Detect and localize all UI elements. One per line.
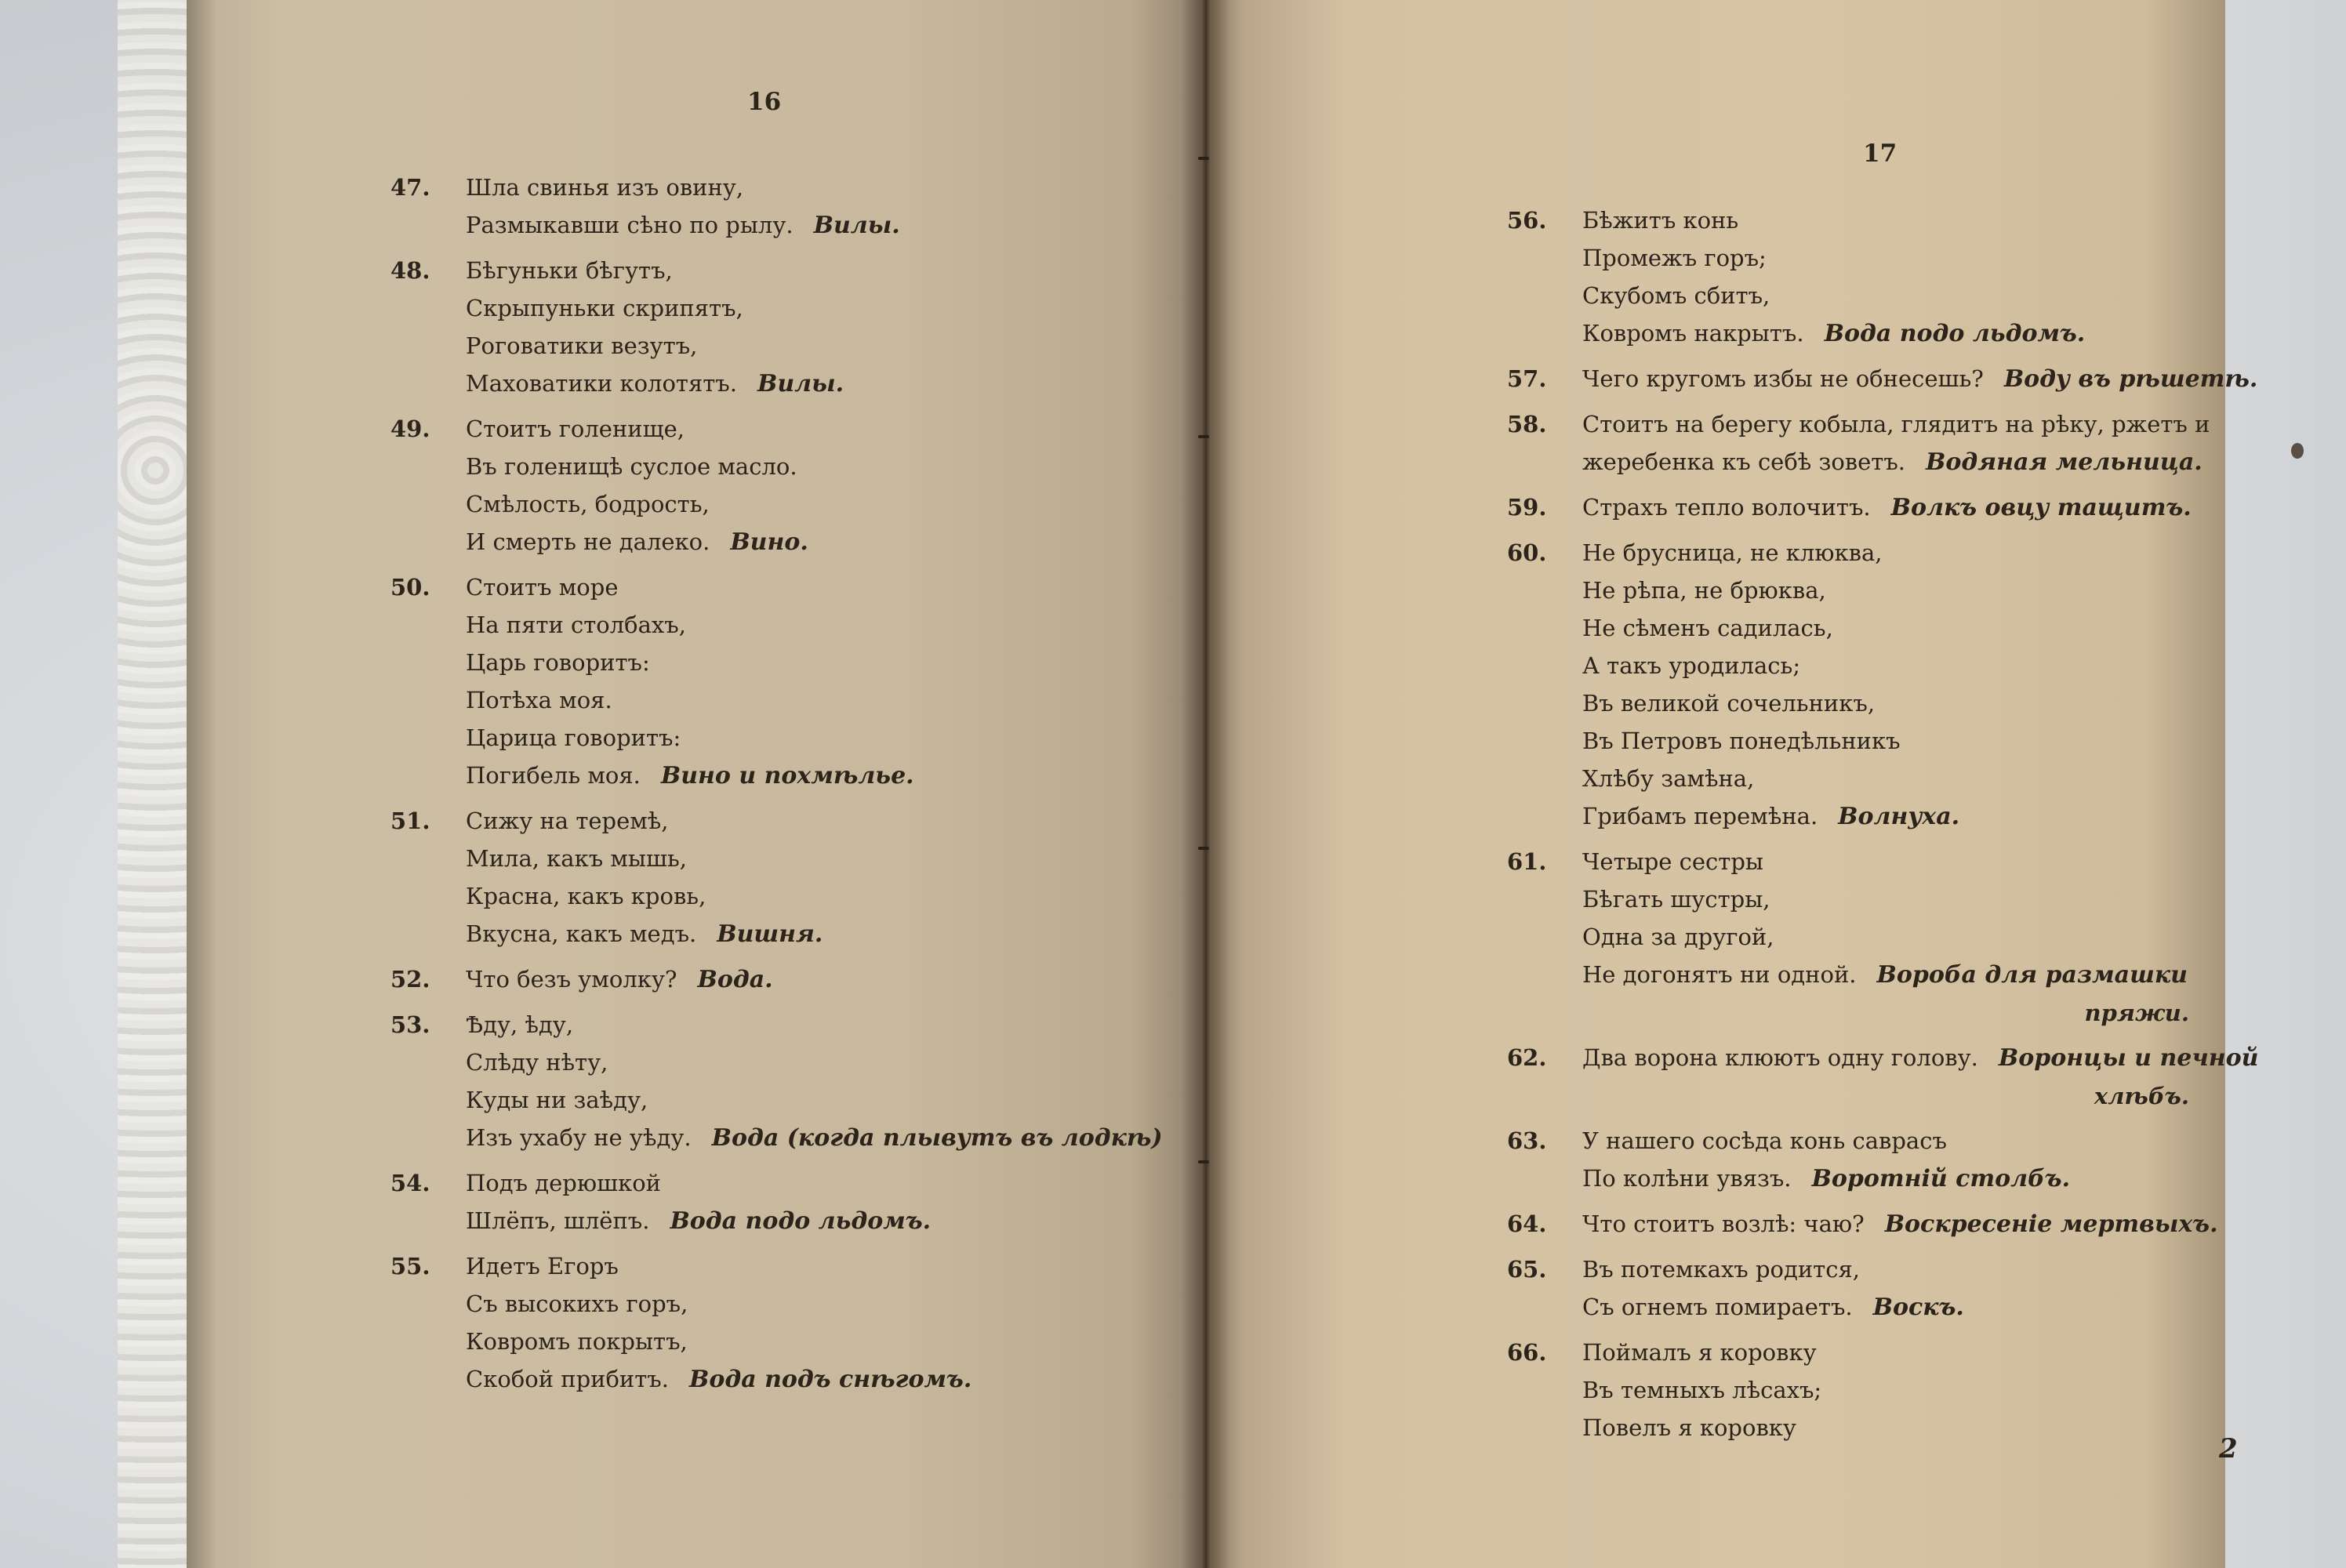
riddle-answer: Воротній столбъ. bbox=[1811, 1165, 2071, 1192]
riddle-answer: Вороба для размашки bbox=[1876, 961, 2188, 989]
riddle-line: Смѣлость, бодрость, bbox=[466, 491, 710, 517]
riddle-list-left bbox=[390, 169, 1175, 1406]
riddle-entry bbox=[1507, 1334, 2189, 1446]
riddle-line: Вкусна, какъ медъ. Вишня. bbox=[466, 920, 823, 948]
riddle-number: 51. bbox=[390, 808, 430, 834]
riddle-line: Стоитъ голенище, bbox=[466, 416, 685, 442]
ink-spot bbox=[2291, 443, 2304, 459]
riddle-answer: Вода подо льдомъ. bbox=[670, 1207, 932, 1235]
riddle-line: Куды ни заѣду, bbox=[466, 1087, 648, 1113]
riddle-line: Поймалъ я коровку bbox=[1582, 1339, 1817, 1366]
riddle-line: Въ великой сочельникъ, bbox=[1582, 690, 1876, 717]
riddle-line: Бѣгать шустры, bbox=[1582, 886, 1770, 913]
riddle-line: Въ потемкахъ родится, bbox=[1582, 1256, 1860, 1283]
riddle-line: Скубомъ сбитъ, bbox=[1582, 282, 1770, 309]
riddle-entry bbox=[390, 1247, 1175, 1399]
riddle-answer: Вино и похмѣлье. bbox=[660, 762, 914, 789]
riddle-answer: Вилы. bbox=[757, 370, 844, 397]
riddle-answer: Воду въ рѣшетѣ. bbox=[2003, 365, 2258, 393]
riddle-line: Размыкавши сѣно по рылу. Вилы. bbox=[466, 212, 900, 239]
riddle-entry bbox=[390, 802, 1175, 953]
riddle-line: Въ голенищѣ суслое масло. bbox=[466, 453, 797, 480]
riddle-answer: Волкъ овцу тащитъ. bbox=[1890, 494, 2192, 521]
riddle-line: И смерть не далеко. Вино. bbox=[466, 528, 808, 556]
riddle-line: Ѣду, ѣду, bbox=[466, 1011, 574, 1038]
riddle-number: 63. bbox=[1507, 1127, 1547, 1154]
riddle-line: Изъ ухабу не уѣду. Вода (когда плывутъ въ лодкѣ) bbox=[466, 1124, 1163, 1152]
riddle-line: Маховатики колотятъ. Вилы. bbox=[466, 370, 844, 397]
riddle-line: Потѣха моя. bbox=[466, 687, 612, 713]
riddle-line: Не догонятъ ни одной. Вороба для размашки bbox=[1582, 961, 2188, 989]
right-page bbox=[1203, 0, 2259, 1568]
riddle-line: Не брусница, не клюква, bbox=[1582, 539, 1883, 566]
riddle-line: Страхъ тепло волочитъ. Волкъ овцу тащитъ. bbox=[1582, 494, 2192, 521]
binding-stitch bbox=[1198, 847, 1209, 850]
binding-stitch bbox=[1198, 1160, 1209, 1163]
riddle-line: Промежъ горъ; bbox=[1582, 245, 1767, 271]
riddle-line: Съ огнемъ помираетъ. Воскъ. bbox=[1582, 1294, 1964, 1321]
riddle-number: 54. bbox=[390, 1170, 430, 1196]
riddle-line: На пяти столбахъ, bbox=[466, 612, 686, 638]
riddle-entry bbox=[1507, 1205, 2218, 1243]
riddle-line: Шла свинья изъ овину, bbox=[466, 174, 744, 201]
riddle-line: Въ темныхъ лѣсахъ; bbox=[1582, 1377, 1822, 1403]
riddle-line: Бѣгуньки бѣгутъ, bbox=[466, 257, 673, 284]
riddle-entry bbox=[390, 960, 1175, 999]
riddle-line: Повелъ я коровку bbox=[1582, 1414, 1796, 1441]
riddle-answer: Воскъ. bbox=[1872, 1294, 1964, 1321]
riddle-number: 64. bbox=[1507, 1210, 1547, 1237]
riddle-number: 62. bbox=[1507, 1044, 1547, 1071]
riddle-line: Идетъ Егоръ bbox=[466, 1253, 619, 1279]
riddle-entry bbox=[1507, 1039, 2259, 1115]
binding-stitch bbox=[1198, 435, 1209, 438]
riddle-entry bbox=[1507, 405, 2210, 481]
riddle-number: 48. bbox=[390, 257, 430, 284]
riddle-answer: Воронцы и печной bbox=[1998, 1044, 2259, 1072]
page-number: 17 bbox=[1863, 140, 1898, 168]
riddle-line: Стоитъ на берегу кобыла, глядитъ на рѣку, ржетъ и bbox=[1582, 411, 2210, 437]
riddle-answer: Вино. bbox=[730, 528, 808, 556]
riddle-line: Стоитъ море bbox=[466, 574, 619, 601]
riddle-entry bbox=[1507, 360, 2258, 398]
riddle-number: 57. bbox=[1507, 365, 1547, 392]
riddle-entry bbox=[1507, 1250, 2189, 1327]
riddle-entry bbox=[1507, 488, 2192, 527]
riddle-line: Что безъ умолку? Вода. bbox=[466, 966, 773, 993]
riddle-line: А такъ уродилась; bbox=[1582, 652, 1801, 679]
riddle-line: Четыре сестры bbox=[1582, 848, 1763, 875]
riddle-entry bbox=[390, 1006, 1175, 1157]
riddle-line: По колѣни увязъ. Воротній столбъ. bbox=[1582, 1165, 2071, 1192]
book-gutter bbox=[1181, 0, 1229, 1568]
riddle-line: Ковромъ накрытъ. Вода подо льдомъ. bbox=[1582, 320, 2086, 347]
riddle-line: Въ Петровъ понедѣльникъ bbox=[1582, 728, 1901, 754]
riddle-answer: Водяная мельница. bbox=[1926, 448, 2203, 476]
riddle-number: 52. bbox=[390, 966, 430, 993]
binding-stitch bbox=[1198, 157, 1209, 160]
riddle-number: 61. bbox=[1507, 848, 1547, 875]
riddle-entry bbox=[390, 252, 1175, 403]
riddle-number: 56. bbox=[1507, 207, 1547, 234]
riddle-answer: Вода (когда плывутъ въ лодкѣ) bbox=[711, 1124, 1163, 1152]
riddle-entry bbox=[1507, 1122, 2189, 1198]
riddle-entry bbox=[390, 410, 1175, 561]
riddle-entry bbox=[1507, 843, 2189, 1032]
riddle-entry bbox=[390, 568, 1175, 795]
left-page bbox=[187, 0, 1203, 1568]
riddle-line: Шлёпъ, шлёпъ. Вода подо льдомъ. bbox=[466, 1207, 932, 1235]
riddle-line: Не рѣпа, не брюква, bbox=[1582, 577, 1826, 604]
riddle-line: жеребенка къ себѣ зоветъ. Водяная мельница. bbox=[1582, 448, 2203, 476]
riddle-line: Скрыпуньки скрипятъ, bbox=[466, 295, 743, 321]
riddle-answer: Волнуха. bbox=[1838, 803, 1960, 830]
riddle-answer: Вода подъ снѣгомъ. bbox=[688, 1366, 972, 1393]
riddle-number: 59. bbox=[1507, 494, 1547, 521]
riddle-entry bbox=[1507, 534, 2189, 836]
riddle-answer: Вилы. bbox=[813, 212, 900, 239]
riddle-number: 53. bbox=[390, 1011, 430, 1038]
riddle-line: Два ворона клюютъ одну голову. Воронцы и печной bbox=[1582, 1044, 2259, 1072]
riddle-entry bbox=[390, 1164, 1175, 1240]
open-book bbox=[187, 0, 2259, 1568]
riddle-number: 60. bbox=[1507, 539, 1547, 566]
riddle-line: Грибамъ перемѣна. Волнуха. bbox=[1582, 803, 1960, 830]
riddle-list-right bbox=[1507, 201, 2259, 1454]
riddle-line: Одна за другой, bbox=[1582, 924, 1774, 950]
riddle-line: Что стоитъ возлѣ: чаю? Воскресеніе мертвыхъ. bbox=[1582, 1210, 2218, 1238]
riddle-line: Чего кругомъ избы не обнесешь? Воду въ рѣшетѣ. bbox=[1582, 365, 2258, 393]
riddle-number: 47. bbox=[390, 174, 430, 201]
riddle-line: Погибель моя. Вино и похмѣлье. bbox=[466, 762, 914, 789]
riddle-entry bbox=[1507, 201, 2189, 353]
riddle-line: У нашего сосѣда конь саврасъ bbox=[1582, 1127, 1947, 1154]
riddle-line: Не сѣменъ садилась, bbox=[1582, 615, 1833, 641]
signature-mark: 2 bbox=[2219, 1433, 2238, 1465]
riddle-answer: Вода. bbox=[697, 966, 773, 993]
riddle-line: Скобой прибитъ. Вода подъ снѣгомъ. bbox=[466, 1366, 972, 1393]
riddle-answer-continued: хлѣбъ. bbox=[2094, 1083, 2189, 1109]
riddle-line: Слѣду нѣту, bbox=[466, 1049, 608, 1076]
riddle-answer: Воскресеніе мертвыхъ. bbox=[1884, 1210, 2218, 1238]
riddle-line: Хлѣбу замѣна, bbox=[1582, 765, 1755, 792]
riddle-line: Подъ дерюшкой bbox=[466, 1170, 661, 1196]
riddle-entry bbox=[390, 169, 1175, 245]
riddle-line: Сижу на теремѣ, bbox=[466, 808, 669, 834]
riddle-line: Царь говоритъ: bbox=[466, 649, 650, 676]
riddle-line: Съ высокихъ горъ, bbox=[466, 1290, 688, 1317]
riddle-line: Ковромъ покрытъ, bbox=[466, 1328, 688, 1355]
riddle-line: Роговатики везутъ, bbox=[466, 332, 698, 359]
riddle-answer: Вишня. bbox=[717, 920, 823, 948]
riddle-line: Мила, какъ мышь, bbox=[466, 845, 687, 872]
riddle-answer: Вода подо льдомъ. bbox=[1824, 320, 2086, 347]
riddle-line: Бѣжитъ конь bbox=[1582, 207, 1739, 234]
page-number: 16 bbox=[747, 88, 782, 116]
riddle-number: 55. bbox=[390, 1253, 430, 1279]
riddle-line: Красна, какъ кровь, bbox=[466, 883, 706, 909]
riddle-answer-continued: пряжи. bbox=[2084, 1000, 2189, 1026]
riddle-number: 65. bbox=[1507, 1256, 1547, 1283]
riddle-number: 58. bbox=[1507, 411, 1547, 437]
riddle-number: 50. bbox=[390, 574, 430, 601]
riddle-number: 66. bbox=[1507, 1339, 1547, 1366]
riddle-line: Царица говоритъ: bbox=[466, 724, 681, 751]
riddle-number: 49. bbox=[390, 416, 430, 442]
